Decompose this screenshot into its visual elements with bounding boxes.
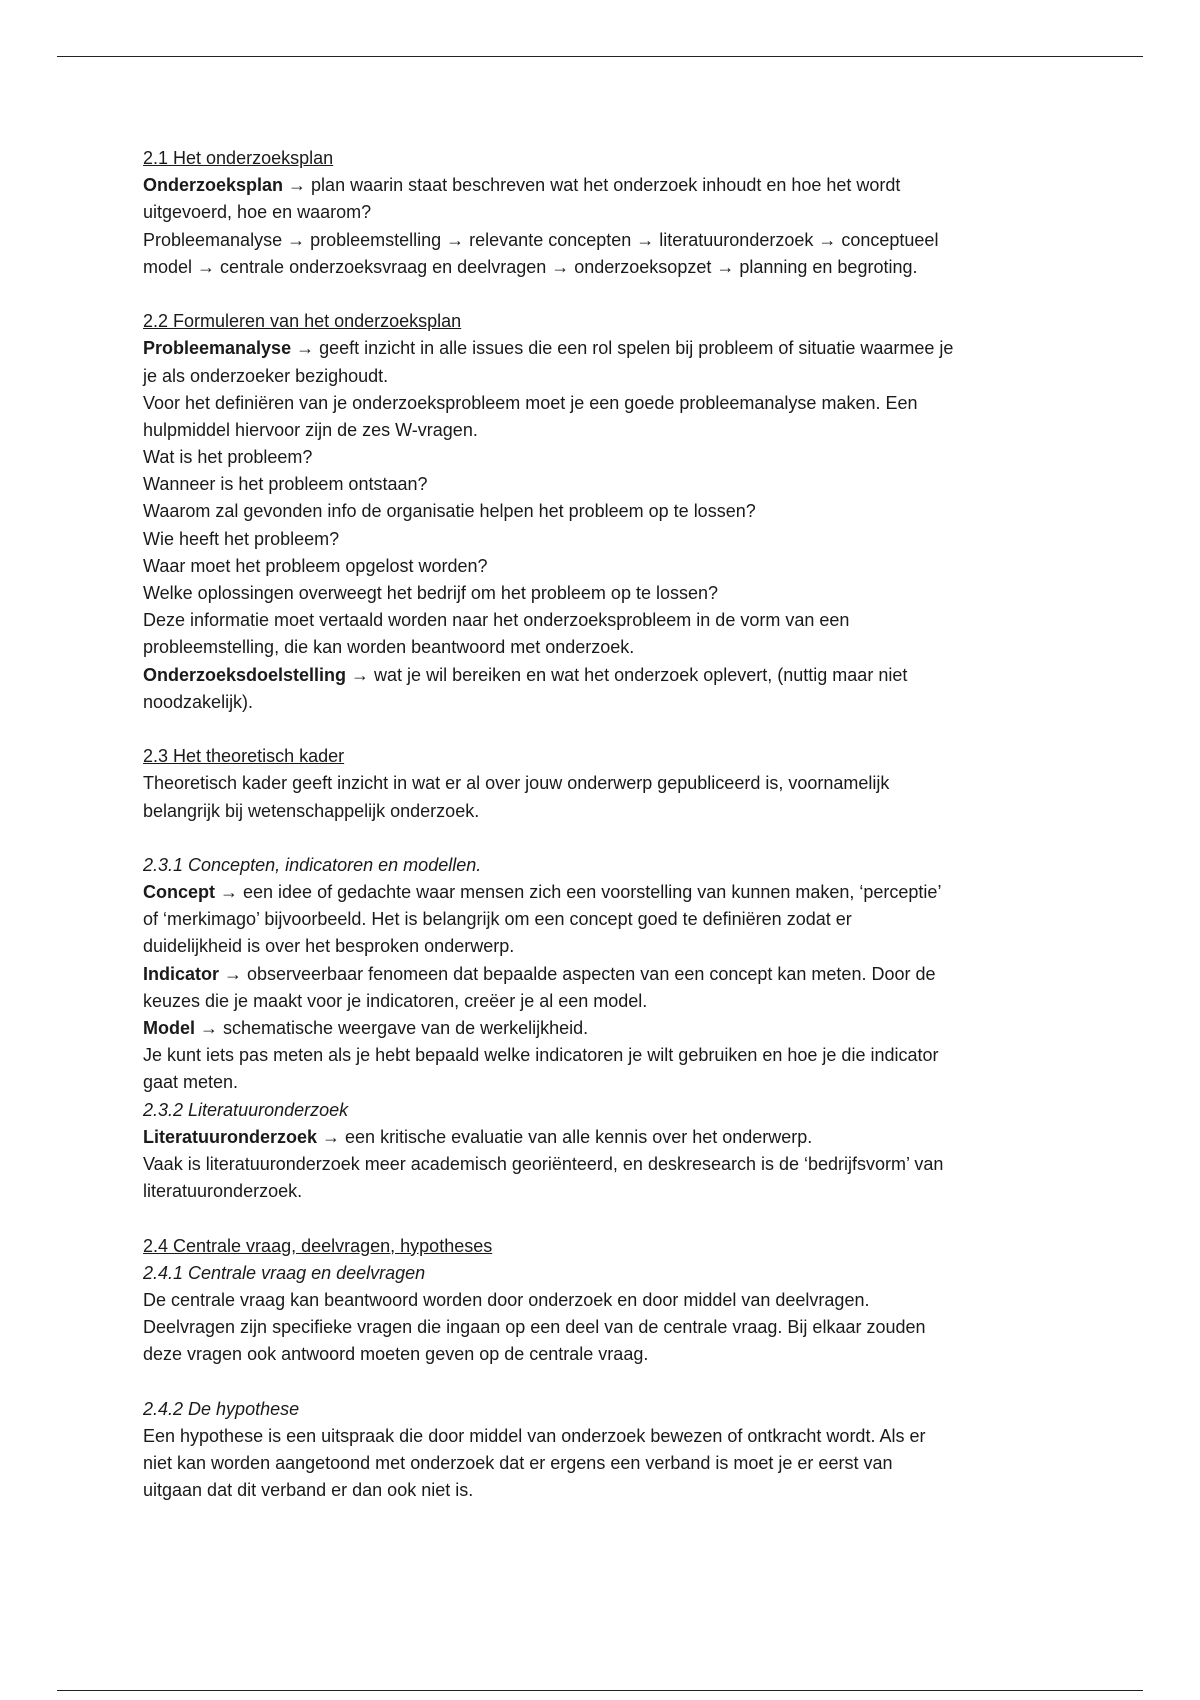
term-literatuuronderzoek: Literatuuronderzoek xyxy=(143,1126,318,1147)
term-onderzoeksdoelstelling: Onderzoeksdoelstelling xyxy=(143,664,347,685)
paragraph-line xyxy=(143,335,1063,362)
subsection-heading-2-4-1: 2.4.1 Centrale vraag en deelvragen xyxy=(143,1262,426,1283)
paragraph-line xyxy=(143,1124,1063,1151)
subsection-heading-2-4-2: 2.4.2 De hypothese xyxy=(143,1398,300,1419)
term-model: Model xyxy=(143,1018,195,1038)
paragraph-line: model → centrale onderzoeksvraag en deelvragen → onderzoeksopzet → planning en begroting. xyxy=(143,256,918,277)
paragraph-line: of ‘merkimago’ bijvoorbeeld. Het is belangrijk om een concept goed te definiëren zodat er xyxy=(143,909,852,930)
definition-text: → observeerbaar fenomeen dat bepaalde aspecten van een concept kan meten. Door de xyxy=(219,963,936,984)
paragraph-line: keuzes die je maakt voor je indicatoren, creëer je al een model. xyxy=(143,990,648,1011)
w-question: Wanneer is het probleem ontstaan? xyxy=(143,474,428,495)
spacer xyxy=(143,825,1063,852)
paragraph-line: duidelijkheid is over het besproken onderwerp. xyxy=(143,936,515,957)
paragraph-line: noodzakelijk). xyxy=(143,691,254,712)
w-question: Wat is het probleem? xyxy=(143,447,313,468)
paragraph-line: De centrale vraag kan beantwoord worden door onderzoek en door middel van deelvragen. xyxy=(143,1289,870,1310)
paragraph-line: deze vragen ook antwoord moeten geven op de centrale vraag. xyxy=(143,1344,649,1365)
subsection-heading-2-3-2: 2.3.2 Literatuuronderzoek xyxy=(143,1099,349,1120)
definition-text: → wat je wil bereiken en wat het onderzoek oplevert, (nuttig maar niet xyxy=(346,664,908,685)
spacer xyxy=(143,1368,1063,1395)
paragraph-line: literatuuronderzoek. xyxy=(143,1181,303,1202)
section-heading-2-2: 2.2 Formuleren van het onderzoeksplan xyxy=(143,311,462,332)
subsection-heading-2-3-1: 2.3.1 Concepten, indicatoren en modellen. xyxy=(143,854,482,875)
term-indicator: Indicator xyxy=(143,963,220,984)
spacer xyxy=(143,1205,1063,1232)
paragraph-line: probleemstelling, die kan worden beantwoord met onderzoek. xyxy=(143,637,635,658)
page-bottom-rule xyxy=(57,1690,1143,1691)
paragraph-line: Een hypothese is een uitspraak die door middel van onderzoek bewezen of ontkracht wordt. Als er xyxy=(143,1425,926,1446)
w-question: Welke oplossingen overweegt het bedrijf om het probleem op te lossen? xyxy=(143,583,719,603)
term-probleemanalyse: Probleemanalyse xyxy=(143,338,292,359)
paragraph-line xyxy=(143,1015,1063,1042)
spacer xyxy=(143,281,1063,308)
definition-text: → een idee of gedachte waar mensen zich een voorstelling van kunnen maken, ‘perceptie’ xyxy=(215,882,942,903)
paragraph-line: Vaak is literatuuronderzoek meer academisch georiënteerd, en deskresearch is de ‘bedrijfsvorm’ van xyxy=(143,1153,944,1174)
paragraph-line: uitgaan dat dit verband er dan ook niet is. xyxy=(143,1480,474,1501)
definition-text: → geeft inzicht in alle issues die een rol spelen bij probleem of situatie waarmee je xyxy=(291,338,954,359)
paragraph-line: hulpmiddel hiervoor zijn de zes W-vragen. xyxy=(143,419,478,440)
paragraph-line: Voor het definiëren van je onderzoeksprobleem moet je een goede probleemanalyse maken. Een xyxy=(143,392,918,413)
paragraph-line: Je kunt iets pas meten als je hebt bepaald welke indicatoren je wilt gebruiken en hoe je die indicator xyxy=(143,1045,939,1066)
spacer xyxy=(143,716,1063,743)
definition-text: → schematische weergave van de werkelijkheid. xyxy=(195,1018,589,1038)
paragraph-line xyxy=(143,662,1063,689)
paragraph-line: gaat meten. xyxy=(143,1072,239,1093)
definition-text: → plan waarin staat beschreven wat het onderzoek inhoudt en hoe het wordt xyxy=(283,175,901,196)
term-concept: Concept xyxy=(143,882,215,903)
page-top-rule xyxy=(57,56,1143,57)
paragraph-line: belangrijk bij wetenschappelijk onderzoek. xyxy=(143,800,480,821)
document-body xyxy=(143,145,1063,1504)
paragraph-line: Theoretisch kader geeft inzicht in wat er al over jouw onderwerp gepubliceerd is, voornamelijk xyxy=(143,773,890,794)
paragraph-line: Deelvragen zijn specifieke vragen die ingaan op een deel van de centrale vraag. Bij elkaar zouden xyxy=(143,1317,926,1338)
section-heading-2-4: 2.4 Centrale vraag, deelvragen, hypotheses xyxy=(143,1235,493,1256)
paragraph-line: uitgevoerd, hoe en waarom? xyxy=(143,202,372,223)
paragraph-line: niet kan worden aangetoond met onderzoek dat er ergens een verband is moet je er eerst van xyxy=(143,1453,893,1473)
w-question: Waarom zal gevonden info de organisatie helpen het probleem op te lossen? xyxy=(143,501,756,522)
paragraph-line xyxy=(143,172,1063,199)
paragraph-line xyxy=(143,879,1063,906)
paragraph-line xyxy=(143,961,1063,988)
paragraph-line: Probleemanalyse → probleemstelling → relevante concepten → literatuuronderzoek → conceptueel xyxy=(143,229,939,250)
w-question: Waar moet het probleem opgelost worden? xyxy=(143,555,488,576)
section-heading-2-1: 2.1 Het onderzoeksplan xyxy=(143,148,334,168)
definition-text: → een kritische evaluatie van alle kennis over het onderwerp. xyxy=(317,1126,813,1147)
paragraph-line: je als onderzoeker bezighoudt. xyxy=(143,365,389,386)
w-question: Wie heeft het probleem? xyxy=(143,528,340,549)
term-onderzoeksplan: Onderzoeksplan xyxy=(143,175,284,196)
paragraph-line: Deze informatie moet vertaald worden naar het onderzoeksprobleem in de vorm van een xyxy=(143,610,850,631)
section-heading-2-3: 2.3 Het theoretisch kader xyxy=(143,746,345,767)
